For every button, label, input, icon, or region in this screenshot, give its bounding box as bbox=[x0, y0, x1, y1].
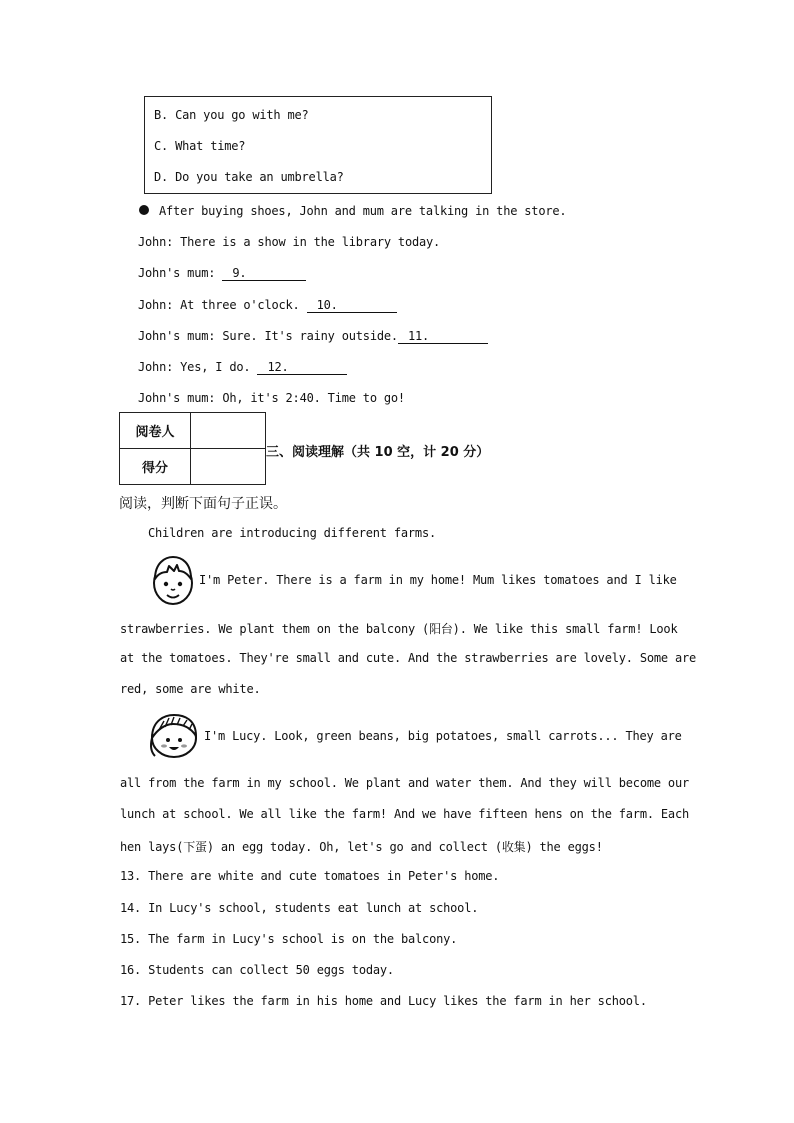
peter-line-4: red, some are white. bbox=[120, 682, 261, 696]
dialogue-line: John's mum: Sure. It's rainy outside. 11. bbox=[138, 329, 488, 344]
dialogue-line: John: At three o'clock. 10. bbox=[138, 298, 397, 313]
answer-blank-12[interactable]: 12. bbox=[257, 360, 347, 375]
answer-blank-11[interactable]: 11. bbox=[398, 329, 488, 344]
question-15: 15. The farm in Lucy's school is on the balcony. bbox=[120, 932, 458, 946]
score-cell[interactable] bbox=[191, 449, 266, 485]
lucy-line-4: hen lays(下蛋) an egg today. Oh, let's go and collect (收集) the eggs! bbox=[120, 840, 603, 854]
peter-line-2: strawberries. We plant them on the balcony (阳台). We like this small farm! Look bbox=[120, 622, 678, 636]
reviewer-cell[interactable] bbox=[191, 413, 266, 449]
girl-face-icon bbox=[147, 712, 201, 760]
question-14: 14. In Lucy's school, students eat lunch at school. bbox=[120, 901, 479, 915]
question-13: 13. There are white and cute tomatoes in Peter's home. bbox=[120, 869, 500, 883]
dialogue-line: John: There is a show in the library today. bbox=[138, 235, 441, 249]
score-table bbox=[119, 412, 266, 485]
lucy-line-3: lunch at school. We all like the farm! And we have fifteen hens on the farm. Each bbox=[120, 807, 689, 821]
dialogue-line: John's mum: 9. bbox=[138, 266, 306, 281]
option-c: C. What time? bbox=[154, 139, 246, 153]
option-d: D. Do you take an umbrella? bbox=[154, 170, 344, 184]
passage-lead: Children are introducing different farms. bbox=[148, 526, 437, 540]
option-b: B. Can you go with me? bbox=[154, 108, 309, 122]
reviewer-label: 阅卷人 bbox=[120, 413, 191, 449]
bullet-icon bbox=[139, 205, 149, 215]
answer-blank-9[interactable]: 9. bbox=[222, 266, 306, 281]
peter-line-1: I'm Peter. There is a farm in my home! Mum likes tomatoes and I like bbox=[199, 573, 677, 587]
lucy-line-1: I'm Lucy. Look, green beans, big potatoes, small carrots... They are bbox=[204, 729, 682, 743]
section-instruction: 阅读，判断下面句子正误。 bbox=[119, 496, 287, 512]
question-16: 16. Students can collect 50 eggs today. bbox=[120, 963, 394, 977]
dialogue-intro: After buying shoes, John and mum are talking in the store. bbox=[159, 204, 567, 218]
score-label: 得分 bbox=[120, 449, 191, 485]
dialogue-line: John: Yes, I do. 12. bbox=[138, 360, 347, 375]
options-box bbox=[144, 96, 492, 194]
question-17: 17. Peter likes the farm in his home and Lucy likes the farm in her school. bbox=[120, 994, 647, 1008]
peter-line-3: at the tomatoes. They're small and cute. And the strawberries are lovely. Some are bbox=[120, 651, 697, 665]
lucy-line-2: all from the farm in my school. We plant and water them. And they will become our bbox=[120, 776, 689, 790]
dialogue-line: John's mum: Oh, it's 2:40. Time to go! bbox=[138, 391, 405, 405]
boy-face-icon bbox=[149, 553, 197, 607]
answer-blank-10[interactable]: 10. bbox=[307, 298, 397, 313]
section-title: 三、阅读理解（共 10 空，计 20 分） bbox=[266, 445, 490, 460]
